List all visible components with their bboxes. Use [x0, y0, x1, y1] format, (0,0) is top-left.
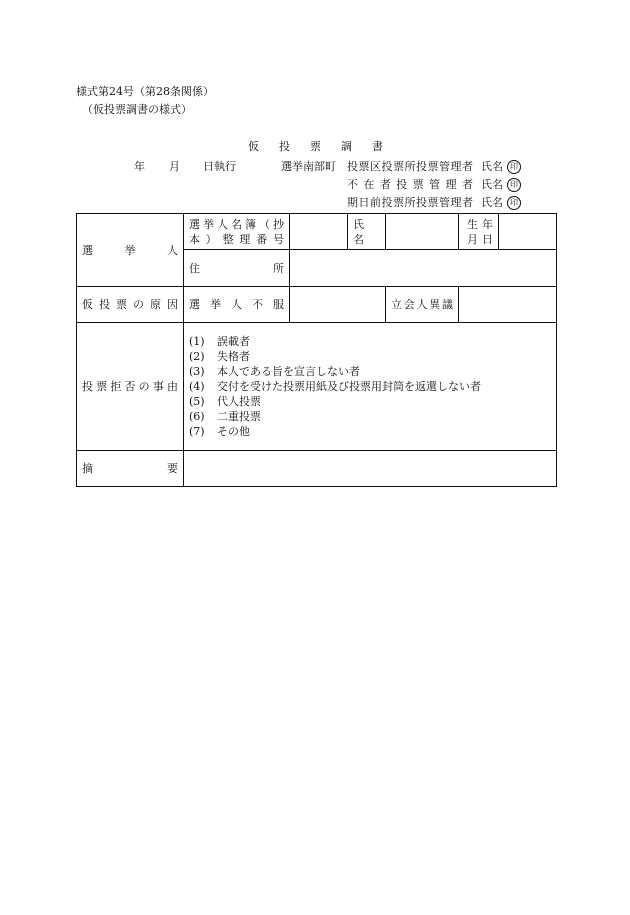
- document-title: [248, 140, 383, 154]
- witness-objection-label: [386, 287, 459, 323]
- char: の: [138, 380, 150, 393]
- name-label: 氏名: [481, 196, 503, 209]
- voter-objection-field[interactable]: [290, 287, 386, 323]
- reason-number: (1): [189, 335, 205, 348]
- register-no-line1: [189, 217, 284, 232]
- manager-name-label-1: [481, 160, 521, 174]
- address-label: [189, 261, 284, 276]
- voter-objection-text: [189, 297, 284, 312]
- register-number-field[interactable]: [290, 214, 348, 250]
- char: 選: [82, 243, 93, 257]
- birth-line1: [464, 217, 493, 232]
- title-char: 調: [341, 140, 352, 153]
- voter-header: [77, 214, 184, 287]
- char: 票: [116, 298, 127, 311]
- name-label: 氏名: [481, 178, 503, 191]
- char: 選: [189, 217, 200, 231]
- char: 住: [189, 261, 200, 275]
- char: 理: [239, 232, 251, 246]
- title-char: 仮: [248, 140, 259, 153]
- char: 本: [189, 232, 200, 246]
- seal-icon: 印: [507, 178, 521, 192]
- char: 票: [96, 380, 108, 393]
- refusal-reason-list: [184, 323, 557, 451]
- name-label: 氏名: [481, 160, 503, 173]
- char: 月: [467, 232, 478, 246]
- char: 投: [82, 380, 93, 393]
- char: 原: [150, 298, 161, 311]
- reason-number: (4): [189, 380, 205, 393]
- refusal-reason-item: [189, 334, 551, 349]
- char: 異: [429, 298, 441, 311]
- char: 拒: [110, 380, 122, 393]
- manager-role-1: 投票区投票所投票管理者: [347, 160, 473, 173]
- manager-name-label-2: [481, 178, 521, 192]
- char: 事: [152, 380, 164, 393]
- refusal-reason-item: [189, 424, 551, 439]
- seal-icon: 印: [507, 196, 521, 210]
- char: 由: [166, 380, 178, 393]
- refusal-reason-item: [189, 394, 551, 409]
- char: 挙: [124, 243, 136, 257]
- witness-objection-text: [391, 297, 453, 312]
- reason-number: (2): [189, 350, 205, 363]
- char: 抄: [273, 217, 284, 231]
- address-header: [184, 250, 290, 287]
- reason-text: 本人である旨を宣言しない者: [217, 365, 360, 378]
- char: 人: [217, 217, 228, 231]
- manager-role-3: 期日前投票所投票管理者: [347, 196, 473, 209]
- char: 年: [482, 217, 493, 231]
- reason-number: (7): [189, 425, 205, 438]
- reason-number: (6): [189, 410, 205, 423]
- reason-number: (3): [189, 365, 205, 378]
- refusal-reason-header: [77, 323, 184, 451]
- address-field[interactable]: [290, 250, 557, 287]
- register-number-label: [184, 214, 290, 250]
- reason-text: 失格者: [217, 350, 250, 363]
- char: 否: [124, 380, 136, 393]
- refusal-reason-item: [189, 379, 551, 394]
- refusal-reason-item: [189, 364, 551, 379]
- provisional-reason-header: [77, 287, 184, 323]
- char: 人: [167, 243, 178, 257]
- char: 会: [403, 298, 415, 311]
- seal-icon: 印: [507, 160, 521, 174]
- char: 議: [442, 298, 453, 311]
- manager-role-2: 不在者投票管理者: [347, 178, 473, 191]
- char: 不: [252, 298, 263, 311]
- char: 要: [167, 462, 178, 475]
- char: ）: [205, 232, 217, 246]
- form-subtitle: （仮投票調書の様式）: [82, 103, 192, 116]
- birth-line2: [464, 232, 493, 247]
- name-field[interactable]: [386, 214, 459, 250]
- char: 因: [167, 298, 178, 311]
- title-char: 票: [310, 140, 321, 153]
- summary-header: [77, 451, 184, 487]
- manager-name-label-3: [481, 196, 521, 210]
- char: 挙: [203, 217, 214, 231]
- name-header: [348, 214, 386, 250]
- title-char: 投: [279, 140, 290, 153]
- char: 仮: [82, 298, 93, 311]
- ballot-form-table: [76, 213, 557, 487]
- name-label: 氏名: [353, 217, 368, 246]
- refusal-reason-item: [189, 409, 551, 424]
- char: 摘: [82, 462, 93, 475]
- date-year: 年: [134, 160, 145, 173]
- reason-text: 交付を受けた投票用紙及び投票用封筒を返還しない者: [217, 380, 481, 393]
- voter-label: [82, 243, 178, 258]
- char: （: [259, 217, 270, 231]
- char: の: [133, 298, 144, 311]
- summary-field[interactable]: [184, 451, 557, 487]
- char: 簿: [245, 217, 256, 231]
- witness-objection-field[interactable]: [459, 287, 557, 323]
- title-char: 書: [372, 140, 383, 153]
- char: 整: [222, 232, 234, 246]
- refusal-reason-item: [189, 349, 551, 364]
- char: 日: [482, 232, 493, 246]
- date-month: 月: [169, 160, 180, 173]
- char: 挙: [210, 298, 221, 311]
- reason-label: [82, 297, 178, 312]
- char: 番: [256, 232, 268, 246]
- char: 立: [391, 298, 402, 311]
- reason-text: 誤載者: [217, 335, 250, 348]
- char: 人: [416, 298, 428, 311]
- voter-objection-label: [184, 287, 290, 323]
- reason-text: その他: [217, 425, 250, 438]
- char: 人: [231, 298, 242, 311]
- char: 生: [467, 217, 478, 231]
- reason-text: 代人投票: [217, 395, 261, 408]
- municipality: 選挙南部町: [281, 160, 336, 173]
- char: 所: [273, 261, 284, 275]
- register-no-line2: [189, 232, 284, 247]
- date-day-executed: 日執行: [203, 160, 236, 173]
- char: 号: [272, 232, 284, 246]
- summary-label: [82, 461, 178, 476]
- reason-text: 二重投票: [217, 410, 261, 423]
- birthdate-field[interactable]: [499, 214, 557, 250]
- char: 服: [273, 298, 284, 311]
- reason-number: (5): [189, 395, 205, 408]
- refusal-label: [82, 379, 178, 394]
- char: 投: [99, 298, 110, 311]
- char: 名: [231, 217, 242, 231]
- form-number: 様式第24号（第28条関係）: [76, 85, 214, 98]
- birthdate-header: [459, 214, 499, 250]
- char: 選: [189, 298, 200, 311]
